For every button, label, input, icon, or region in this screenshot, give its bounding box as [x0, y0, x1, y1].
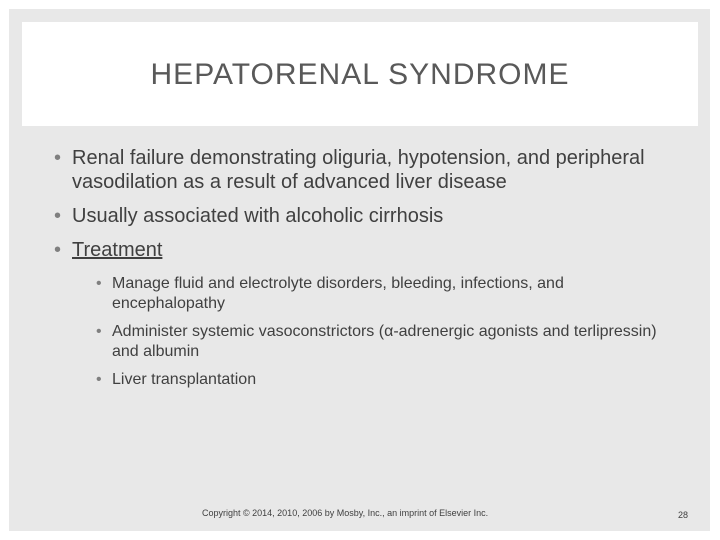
sub-bullet-text: Administer systemic vasoconstrictors (α-adrenergic agonists and terlipressin) and albumin: [112, 323, 657, 360]
sub-bullet-item: [72, 274, 672, 314]
slide-title: HEPATORENAL SYNDROME: [150, 58, 570, 91]
sub-bullet-marker: •: [96, 323, 102, 340]
sub-bullet-marker: •: [96, 275, 102, 292]
copyright-notice: Copyright © 2014, 2010, 2006 by Mosby, Inc., an imprint of Elsevier Inc.: [202, 508, 489, 518]
bullet-marker: •: [54, 147, 62, 169]
sub-bullet-text: Liver transplantation: [112, 371, 257, 388]
sub-bullet-marker: •: [96, 371, 102, 388]
bullet-text: Usually associated with alcoholic cirrhosis: [72, 205, 444, 227]
sub-bullet-list: [72, 274, 672, 390]
page-number: 28: [678, 510, 689, 520]
bullet-marker: •: [54, 239, 62, 261]
treatment-link[interactable]: Treatment: [72, 239, 163, 261]
slide-content: [52, 146, 672, 400]
sub-bullet-item: [72, 322, 672, 362]
sub-bullet-text: Manage fluid and electrolyte disorders, bleeding, infections, and encephalopathy: [112, 275, 564, 312]
bullet-marker: •: [54, 205, 62, 227]
sub-bullet-item: [72, 370, 672, 390]
bullet-list: [52, 146, 672, 390]
title-box: [22, 22, 698, 126]
bullet-item-treatment: [52, 238, 672, 390]
bullet-item: [52, 204, 672, 228]
bullet-text: Renal failure demonstrating oliguria, hypotension, and peripheral vasodilation as a result of advanced liver disease: [72, 147, 645, 193]
bullet-item: [52, 146, 672, 194]
